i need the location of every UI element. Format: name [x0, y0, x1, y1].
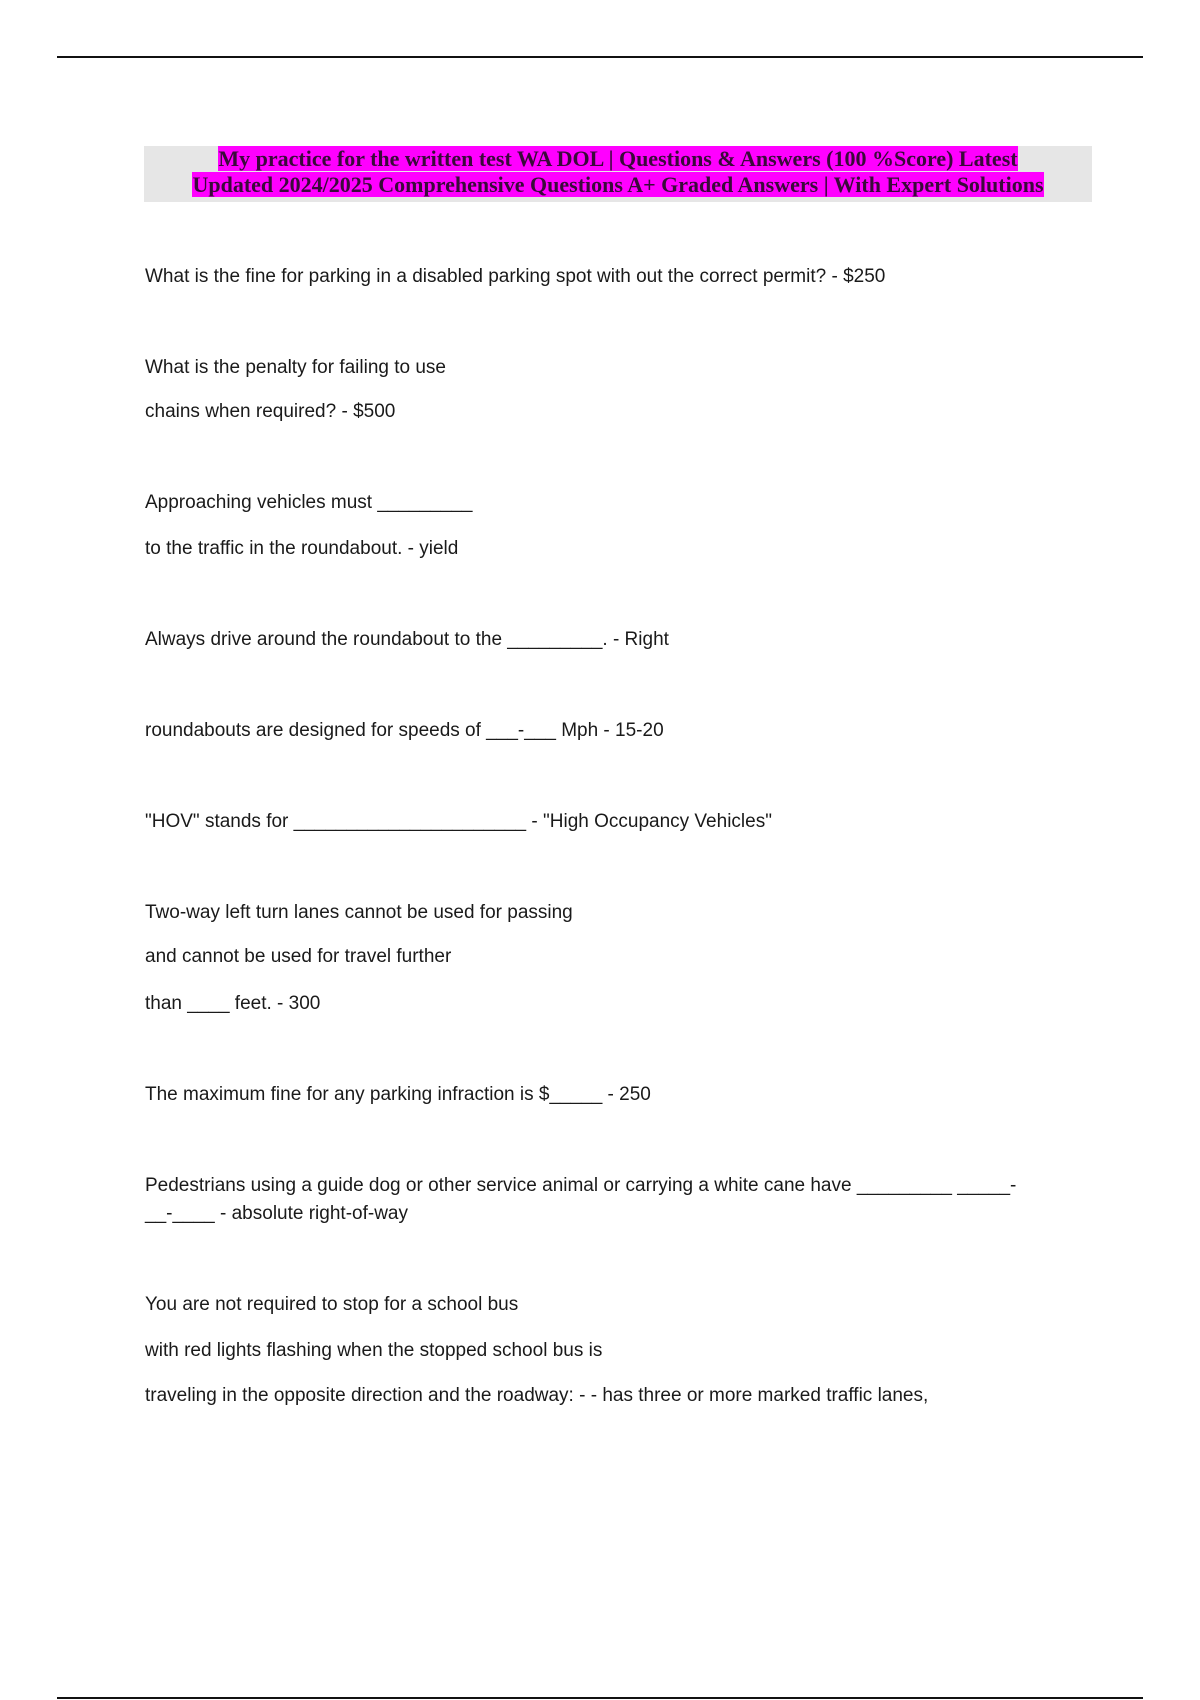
qa-line: to the traffic in the roundabout. - yield [145, 538, 459, 559]
qa-line: What is the penalty for failing to use [145, 357, 446, 378]
qa-line: Approaching vehicles must _________ [145, 492, 473, 513]
qa-line: "HOV" stands for ______________________ - "High Occupancy Vehicles" [145, 811, 772, 832]
qa-line: than ____ feet. - 300 [145, 993, 321, 1014]
qa-line: and cannot be used for travel further [145, 946, 452, 967]
title-line-1: My practice for the written test WA DOL | Questions & Answers (100 %Score) Latest [218, 146, 1018, 171]
qa-line: The maximum fine for any parking infraction is $_____ - 250 [145, 1084, 651, 1105]
title-line-2: Updated 2024/2025 Comprehensive Questions A+ Graded Answers | With Expert Solutions [192, 172, 1044, 197]
bottom-rule [57, 1697, 1143, 1699]
top-rule [57, 56, 1143, 58]
qa-line: Always drive around the roundabout to the _________. - Right [145, 629, 669, 650]
qa-line: __-____ - absolute right-of-way [145, 1203, 408, 1224]
qa-line: chains when required? - $500 [145, 401, 396, 422]
qa-line: roundabouts are designed for speeds of ___-___ Mph - 15-20 [145, 720, 664, 741]
qa-line: Two-way left turn lanes cannot be used for passing [145, 902, 573, 923]
qa-line: What is the fine for parking in a disabled parking spot with out the correct permit? - $250 [145, 266, 886, 287]
qa-line: Pedestrians using a guide dog or other service animal or carrying a white cane have _________ _____- [145, 1175, 1017, 1196]
qa-line: traveling in the opposite direction and the roadway: - - has three or more marked traffic lanes, [145, 1385, 929, 1406]
document-title [144, 146, 1092, 198]
qa-line: with red lights flashing when the stopped school bus is [145, 1340, 603, 1361]
qa-line: You are not required to stop for a school bus [145, 1294, 519, 1315]
